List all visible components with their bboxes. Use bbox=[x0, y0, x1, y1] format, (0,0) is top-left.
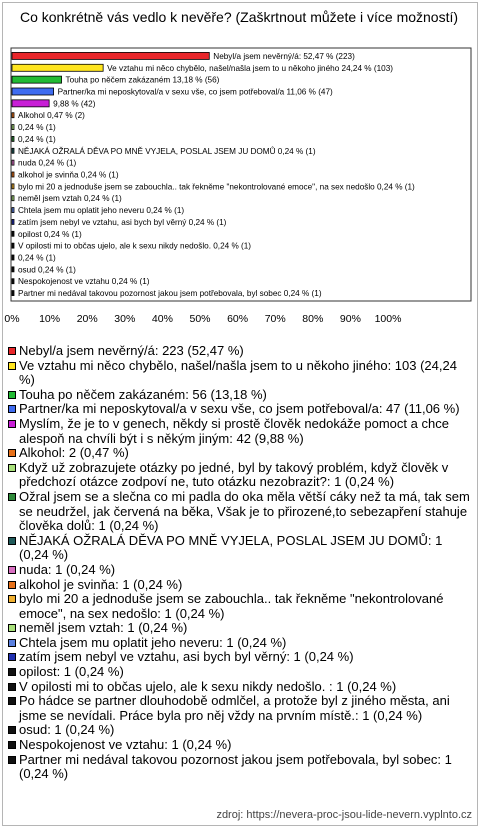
bar-label-14: zatím jsem nebyl ve vztahu, asi bych byl věrný 0,24 % (1) bbox=[18, 217, 227, 227]
x-tick-label-3: 30% bbox=[114, 313, 136, 325]
legend-item-12 bbox=[6, 621, 474, 636]
bar-label-12: neměl jsem vztah 0,24 % (1) bbox=[18, 194, 122, 204]
bar-16 bbox=[12, 243, 14, 248]
legend-swatch-0 bbox=[8, 347, 16, 355]
bar-label-5: Alkohol 0,47 % (2) bbox=[18, 111, 85, 121]
x-tick-label-10: 100% bbox=[374, 313, 402, 325]
legend-item-0 bbox=[6, 344, 474, 359]
bar-4 bbox=[12, 100, 49, 107]
legend-swatch-7 bbox=[8, 493, 16, 501]
chart-title: Co konkrétně vás vedlo k nevěře? (Zaškrtnout můžete i více možností) bbox=[19, 9, 459, 25]
legend-swatch-15 bbox=[8, 668, 16, 676]
bar-label-2: Touha po něčem zakázaném 13,18 % (56) bbox=[65, 75, 220, 85]
legend-item-16 bbox=[6, 680, 474, 695]
legend-text-12: neměl jsem vztah: 1 (0,24 %) bbox=[19, 620, 188, 636]
legend-item-17 bbox=[6, 694, 474, 723]
bar-label-9: nuda 0,24 % (1) bbox=[18, 158, 77, 168]
legend-swatch-13 bbox=[8, 639, 16, 647]
legend-text-3: Partner/ka mi neposkytoval/a v sexu vše, co jsem potřeboval/a: 47 (11,06 %) bbox=[19, 401, 460, 417]
legend-swatch-11 bbox=[8, 595, 16, 603]
legend-text-5: Alkohol: 2 (0,47 %) bbox=[19, 445, 129, 461]
legend-text-2: Touha po něčem zakázaném: 56 (13,18 %) bbox=[19, 386, 267, 402]
legend-item-6 bbox=[6, 461, 474, 490]
bar-label-11: bylo mi 20 a jednoduše jsem se zabouchla.. tak řekněme "nekontrolované emoce", na sex nedošlo 0,24 % (1) bbox=[18, 182, 415, 192]
legend-swatch-3 bbox=[8, 405, 16, 413]
bar-19 bbox=[12, 279, 14, 284]
legend-item-1 bbox=[6, 359, 474, 388]
bar-18 bbox=[12, 267, 14, 272]
legend-swatch-17 bbox=[8, 697, 16, 705]
bar-13 bbox=[12, 208, 14, 213]
bar-label-6: 0,24 % (1) bbox=[18, 123, 56, 133]
bar-9 bbox=[12, 160, 14, 165]
bar-label-16: V opilosti mi to občas ujelo, ale k sexu nikdy nedošlo. 0,24 % (1) bbox=[18, 241, 252, 251]
bar-15 bbox=[12, 231, 14, 236]
legend-swatch-5 bbox=[8, 449, 16, 457]
legend-text-9: nuda: 1 (0,24 %) bbox=[19, 561, 116, 577]
bar-label-1: Ve vztahu mi něco chybělo, našel/našla jsem to u někoho jiného 24,24 % (103) bbox=[107, 63, 393, 73]
legend-item-5 bbox=[6, 446, 474, 461]
chart-legend bbox=[6, 344, 474, 782]
x-tick-label-8: 80% bbox=[302, 313, 324, 325]
legend-text-10: alkohol je svinňa: 1 (0,24 %) bbox=[19, 576, 183, 592]
bar-1 bbox=[12, 64, 103, 71]
x-tick-label-1: 10% bbox=[39, 313, 61, 325]
bar-label-3: Partner/ka mi neposkytoval/a v sexu vše, co jsem potřeboval/a 11,06 % (47) bbox=[57, 87, 333, 97]
legend-item-3 bbox=[6, 402, 474, 417]
legend-text-15: opilost: 1 (0,24 %) bbox=[19, 664, 124, 680]
x-tick-label-0: 0% bbox=[4, 313, 20, 325]
legend-swatch-16 bbox=[8, 683, 16, 691]
legend-item-13 bbox=[6, 636, 474, 651]
bar-17 bbox=[12, 255, 14, 260]
legend-item-2 bbox=[6, 388, 474, 403]
bar-7 bbox=[12, 136, 14, 141]
bar-14 bbox=[12, 219, 14, 224]
bar-label-19: Nespokojenost ve vztahu 0,24 % (1) bbox=[18, 277, 150, 287]
bar-chart bbox=[0, 0, 480, 340]
legend-text-7: Ožral jsem se a slečna co mi padla do oka měla větší cáky než ta má, tak sem se neudržel, jak červená na běka, Však je to přirozené,to sebezapření stahuje člověka dolů: 1 (0,24 %) bbox=[19, 488, 470, 534]
legend-swatch-20 bbox=[8, 756, 16, 764]
x-tick-label-2: 20% bbox=[76, 313, 98, 325]
bar-label-20: Partner mi nedával takovou pozornost jakou jsem potřebovala, byl sobec 0,24 % (1) bbox=[18, 289, 322, 299]
legend-swatch-19 bbox=[8, 741, 16, 749]
legend-swatch-1 bbox=[8, 362, 16, 370]
source-credit: zdroj: https://nevera-proc-jsou-lide-nevern.vyplnto.cz bbox=[216, 809, 472, 821]
legend-swatch-12 bbox=[8, 624, 16, 632]
legend-text-20: Partner mi nedával takovou pozornost jakou jsem potřebovala, byl sobec: 1 (0,24 %) bbox=[19, 751, 452, 782]
bar-12 bbox=[12, 196, 14, 201]
legend-swatch-4 bbox=[8, 420, 16, 428]
bar-label-4: 9,88 % (42) bbox=[53, 99, 96, 109]
x-tick-label-7: 70% bbox=[264, 313, 286, 325]
legend-text-1: Ve vztahu mi něco chybělo, našel/našla jsem to u někoho jiného: 103 (24,24 %) bbox=[19, 357, 457, 388]
bar-label-7: 0,24 % (1) bbox=[18, 134, 56, 144]
bar-label-0: Nebyl/a jsem nevěrný/á: 52,47 % (223) bbox=[213, 51, 355, 61]
bar-5 bbox=[12, 113, 14, 118]
legend-swatch-14 bbox=[8, 653, 16, 661]
x-tick-label-4: 40% bbox=[151, 313, 173, 325]
legend-item-9 bbox=[6, 563, 474, 578]
bar-10 bbox=[12, 172, 14, 177]
x-tick-label-6: 60% bbox=[227, 313, 249, 325]
bar-0 bbox=[12, 52, 209, 59]
legend-text-11: bylo mi 20 a jednoduše jsem se zabouchla.. tak řekněme "nekontrolované emoce", na sex nedošlo: 1 (0,24 %) bbox=[19, 591, 444, 621]
bar-2 bbox=[12, 76, 62, 83]
legend-text-6: Když už zobrazujete otázky po jedné, byl by takový problém, když člověk v předchozí otázce zodpoví ne, tuto otázku nezobrazit?: 1 (0,24 %) bbox=[19, 459, 449, 490]
legend-item-7 bbox=[6, 490, 474, 534]
legend-text-13: Chtela jsem mu oplatit jeho neveru: 1 (0,24 %) bbox=[19, 634, 287, 650]
legend-item-19 bbox=[6, 738, 474, 753]
legend-swatch-10 bbox=[8, 581, 16, 589]
legend-item-8 bbox=[6, 534, 474, 563]
bar-11 bbox=[12, 184, 14, 189]
legend-item-11 bbox=[6, 592, 474, 621]
legend-text-17: Po hádce se partner dlouhodobě odmlčel, a protože byl z jiného města, ani jsme se nevídali. Práce byla pro něj vždy na prvním místě.: 1 (0,24 %) bbox=[19, 693, 450, 723]
bar-label-15: opilost 0,24 % (1) bbox=[18, 229, 82, 239]
legend-item-10 bbox=[6, 578, 474, 593]
legend-item-18 bbox=[6, 723, 474, 738]
legend-item-15 bbox=[6, 665, 474, 680]
bar-label-17: 0,24 % (1) bbox=[18, 253, 56, 263]
legend-item-4 bbox=[6, 417, 474, 446]
legend-swatch-9 bbox=[8, 566, 16, 574]
legend-swatch-2 bbox=[8, 391, 16, 399]
x-tick-label-9: 90% bbox=[339, 313, 361, 325]
legend-text-14: zatím jsem nebyl ve vztahu, asi bych byl věrný: 1 (0,24 %) bbox=[19, 649, 354, 665]
x-tick-label-5: 50% bbox=[189, 313, 211, 325]
bar-6 bbox=[12, 125, 14, 130]
legend-item-20 bbox=[6, 753, 474, 782]
bar-8 bbox=[12, 148, 14, 153]
bar-label-13: Chtela jsem mu oplatit jeho neveru 0,24 % (1) bbox=[18, 206, 185, 216]
legend-swatch-8 bbox=[8, 537, 16, 545]
legend-text-18: osud: 1 (0,24 %) bbox=[19, 722, 115, 738]
legend-text-4: Myslím, že je to v genech, někdy si prostě člověk nedokáže pomoct a chce alespoň na chvíli být i s někým jiným: 42 (9,88 %) bbox=[19, 415, 449, 446]
legend-text-19: Nespokojenost ve vztahu: 1 (0,24 %) bbox=[19, 737, 232, 753]
bar-label-10: alkohol je svinňa 0,24 % (1) bbox=[18, 170, 119, 180]
bar-label-18: osud 0,24 % (1) bbox=[18, 265, 76, 275]
legend-swatch-18 bbox=[8, 726, 16, 734]
bar-3 bbox=[12, 88, 54, 95]
bar-20 bbox=[12, 291, 14, 296]
legend-swatch-6 bbox=[8, 464, 16, 472]
legend-text-0: Nebyl/a jsem nevěrný/á: 223 (52,47 %) bbox=[19, 343, 244, 358]
legend-text-16: V opilosti mi to občas ujelo, ale k sexu nikdy nedošlo. : 1 (0,24 %) bbox=[19, 678, 397, 694]
bar-label-8: NĚJAKÁ OŽRALÁ DĚVA PO MNĚ VYJELA, POSLAL JSEM JU DOMŮ 0,24 % (1) bbox=[18, 146, 316, 156]
legend-item-14 bbox=[6, 650, 474, 665]
legend-text-8: NĚJAKÁ OŽRALÁ DĚVA PO MNĚ VYJELA, POSLAL JSEM JU DOMŮ: 1 (0,24 %) bbox=[19, 532, 443, 563]
